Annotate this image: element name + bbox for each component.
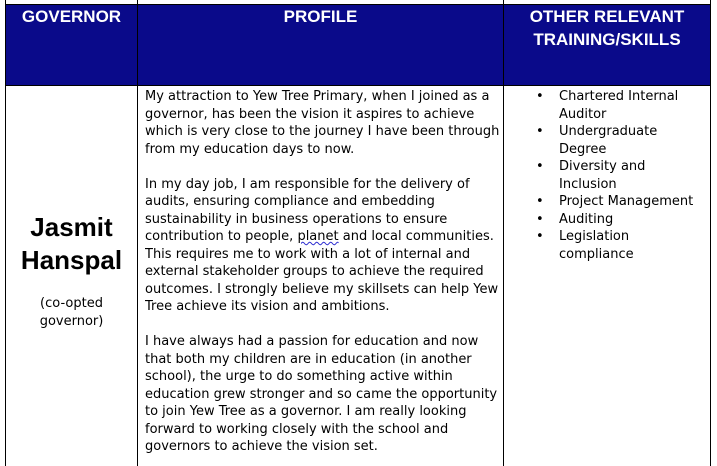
governor-first-name: Jasmit bbox=[30, 212, 113, 242]
table-border-right bbox=[710, 0, 711, 466]
governor-role bbox=[6, 295, 137, 331]
profile-paragraph-3: I have always had a passion for education and now that both my children are in education (in another school), the urge to do something active within education grew stronger and so came the opportunity to join Yew Tree as a governor. I am really looking forward to working closely with the school and governors to achieve the vision set. bbox=[145, 334, 498, 454]
header-profile-cell bbox=[138, 5, 503, 85]
header-other-cell bbox=[504, 5, 710, 85]
governor-last-name: Hanspal bbox=[20, 245, 123, 275]
profile-paragraph-2-end: and local communities. This requires me to work with a lot of internal and external stakeholder groups to achieve the required outcomes. I strongly believe my skillsets can help Yew Tree achieve its vision and ambitions. bbox=[145, 229, 499, 314]
header-other-line2: TRAINING/SKILLS bbox=[533, 30, 681, 49]
header-divider bbox=[5, 85, 711, 86]
governor-role-line1: (co-opted bbox=[40, 296, 103, 311]
table-border-top bbox=[5, 4, 711, 5]
skill-item: • Diversity and Inclusion bbox=[532, 158, 707, 193]
governor-name bbox=[6, 211, 137, 277]
profile-paragraph-2 bbox=[145, 176, 503, 316]
column-divider-2 bbox=[503, 0, 504, 466]
header-governor-cell bbox=[6, 5, 137, 85]
governor-role-line2: governor) bbox=[39, 314, 104, 329]
profile-paragraph-1: My attraction to Yew Tree Primary, when I joined as a governor, has been the vision it aspires to achieve which is very close to the journey I have been through from my education days to now. bbox=[145, 89, 500, 157]
header-profile: PROFILE bbox=[283, 7, 358, 26]
profile-text bbox=[145, 88, 503, 455]
spellcheck-underlined-word: planet bbox=[297, 229, 339, 244]
skill-item: • Auditing bbox=[532, 211, 707, 229]
skill-item: • Legislation compliance bbox=[532, 228, 707, 263]
header-governor: GOVERNOR bbox=[21, 7, 122, 26]
skill-item: • Undergraduate Degree bbox=[532, 123, 707, 158]
skill-item: • Chartered Internal Auditor bbox=[532, 88, 707, 123]
skill-item: • Project Management bbox=[532, 193, 707, 211]
skills-list bbox=[532, 88, 707, 263]
profile-paragraph-2-start: In my day job, I am responsible for the delivery of audits, ensuring compliance and embedding sustainability in business operations to ensure contribution to people, bbox=[145, 176, 470, 244]
header-other-line1: OTHER RELEVANT bbox=[529, 7, 685, 26]
column-divider-1 bbox=[137, 0, 138, 466]
